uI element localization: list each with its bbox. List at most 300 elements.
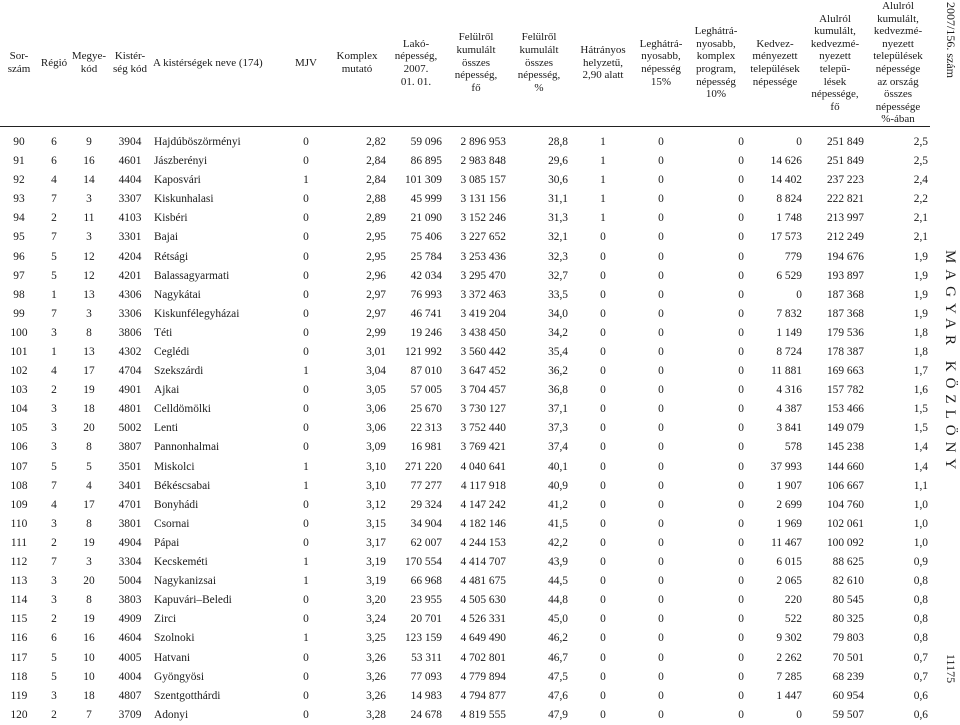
table-cell: 4005: [118, 651, 142, 664]
table-cell: 45,0: [548, 613, 568, 626]
table-cell: 0: [303, 193, 309, 206]
table-cell: 170 554: [404, 556, 442, 569]
table-cell: 62 007: [410, 536, 442, 549]
table-cell: 1,9: [913, 269, 928, 282]
table-cell: Jászberényi: [154, 155, 208, 168]
table-cell: 0: [738, 575, 744, 588]
table-cell: 4302: [118, 346, 142, 359]
table-cell: 0: [658, 250, 664, 263]
table-cell: 0: [738, 231, 744, 244]
table-cell: 30,6: [548, 174, 568, 187]
table-cell: 4 794 877: [460, 689, 506, 702]
table-cell: 7: [51, 193, 57, 206]
table-cell: 1,9: [913, 307, 928, 320]
table-cell: 37,4: [548, 441, 568, 454]
table-cell: 0: [738, 651, 744, 664]
table-cell: 0: [600, 250, 606, 263]
table-cell: 3304: [118, 556, 142, 569]
table-cell: 0,8: [913, 613, 928, 626]
table-cell: 0: [796, 135, 802, 148]
table-cell: 1: [303, 479, 309, 492]
table-cell: 12: [83, 269, 95, 282]
table-cell: 2,84: [366, 155, 386, 168]
table-cell: 37,1: [548, 403, 568, 416]
table-cell: 97: [13, 269, 25, 282]
table-row: [0, 668, 930, 687]
table-cell: 47,6: [548, 689, 568, 702]
table-cell: 3709: [118, 708, 142, 721]
table-cell: 3 085 157: [460, 174, 506, 187]
table-cell: 12: [83, 250, 95, 263]
table-cell: 3: [51, 403, 57, 416]
table-cell: 3,19: [366, 556, 386, 569]
table-cell: Hatvani: [154, 651, 191, 664]
table-cell: 8 724: [776, 346, 802, 359]
table-cell: 0: [658, 288, 664, 301]
table-cell: Nagykátai: [154, 288, 201, 301]
table-cell: 4 526 331: [460, 613, 506, 626]
table-cell: 106 667: [826, 479, 864, 492]
table-cell: 3: [51, 594, 57, 607]
table-cell: 0: [303, 517, 309, 530]
table-cell: 0: [303, 231, 309, 244]
table-cell: 96: [13, 250, 25, 263]
table-row: [0, 419, 930, 438]
column-header: Alulról kumulált, kedvezmé- nyezett telepü- lések népessége, fő: [810, 12, 860, 113]
table-cell: 0: [738, 307, 744, 320]
table-cell: 3,17: [366, 536, 386, 549]
table-cell: 7: [51, 231, 57, 244]
table-cell: 5: [51, 250, 57, 263]
table-cell: 11 467: [771, 536, 802, 549]
table-cell: 4801: [118, 403, 142, 416]
table-cell: 90: [13, 135, 25, 148]
table-cell: 0: [600, 403, 606, 416]
table-cell: 0: [600, 594, 606, 607]
table-cell: 47,9: [548, 708, 568, 721]
table-cell: 45 999: [410, 193, 442, 206]
table-cell: Kiskunfélegyházai: [154, 307, 240, 320]
table-cell: 57 005: [410, 384, 442, 397]
table-cell: 2,96: [366, 269, 386, 282]
table-cell: 4: [51, 174, 57, 187]
table-cell: 1,4: [913, 460, 928, 473]
table-cell: Pannonhalmai: [154, 441, 220, 454]
table-cell: Ajkai: [154, 384, 180, 397]
table-cell: 113: [10, 575, 28, 588]
table-cell: 3501: [118, 460, 142, 473]
table-cell: 123 159: [404, 632, 442, 645]
table-cell: 0: [303, 689, 309, 702]
table-cell: 7 832: [776, 307, 802, 320]
table-cell: 4201: [118, 269, 142, 282]
table-cell: 0: [658, 517, 664, 530]
table-cell: 2,89: [366, 212, 386, 225]
table-cell: 3 152 246: [460, 212, 506, 225]
table-cell: 20: [83, 422, 95, 435]
table-row: [0, 362, 930, 381]
table-cell: 4: [86, 479, 92, 492]
table-cell: 21 090: [410, 212, 442, 225]
table-cell: Bonyhádi: [154, 498, 199, 511]
table-cell: 4 649 490: [460, 632, 506, 645]
table-cell: 0: [600, 613, 606, 626]
table-cell: 1,8: [913, 326, 928, 339]
table-cell: 0: [658, 613, 664, 626]
side-margin: [938, 0, 960, 685]
table-cell: 149 079: [826, 422, 864, 435]
table-row: [0, 477, 930, 496]
table-cell: 0: [303, 422, 309, 435]
table-cell: 2,95: [366, 250, 386, 263]
table-cell: 0: [600, 689, 606, 702]
table-cell: 2,97: [366, 288, 386, 301]
table-cell: 3,05: [366, 384, 386, 397]
table-cell: 0: [738, 632, 744, 645]
table-row: [0, 572, 930, 591]
table-cell: 4 819 555: [460, 708, 506, 721]
column-header: Komplex mutató: [336, 50, 378, 75]
table-cell: 108: [10, 479, 28, 492]
table-cell: 29 324: [410, 498, 442, 511]
table-cell: 1: [303, 556, 309, 569]
table-cell: 5002: [118, 422, 142, 435]
table-cell: 3: [86, 193, 92, 206]
table-cell: 4604: [118, 632, 142, 645]
table-cell: 42,2: [548, 536, 568, 549]
table-cell: 237 223: [826, 174, 864, 187]
table-cell: 0: [738, 460, 744, 473]
table-cell: 3,04: [366, 365, 386, 378]
table-cell: 3,09: [366, 441, 386, 454]
table-cell: 14 626: [770, 155, 802, 168]
table-cell: 2,4: [913, 174, 928, 187]
table-cell: 3: [51, 575, 57, 588]
table-cell: 3 560 442: [460, 346, 506, 359]
table-row: [0, 228, 930, 247]
table-cell: 3307: [118, 193, 142, 206]
table-cell: 103: [10, 384, 28, 397]
table-cell: 187 368: [826, 307, 864, 320]
table-cell: 3,10: [366, 460, 386, 473]
table-cell: 75 406: [410, 231, 442, 244]
table-cell: 0: [600, 651, 606, 664]
table-cell: 0: [303, 250, 309, 263]
table-cell: 0: [600, 517, 606, 530]
column-header: Alulról kumulált, kedvezmé- nyezett települések népessége az ország összes népessége %-ában: [873, 0, 923, 126]
table-cell: 28,8: [548, 135, 568, 148]
table-cell: 0,9: [913, 556, 928, 569]
table-cell: 1,6: [913, 384, 928, 397]
table-cell: 3: [86, 556, 92, 569]
table-row: [0, 687, 930, 706]
table-cell: Kecskeméti: [154, 556, 208, 569]
table-cell: 8: [86, 326, 92, 339]
table-cell: 0: [303, 135, 309, 148]
table-cell: 3,26: [366, 689, 386, 702]
table-cell: 3,26: [366, 670, 386, 683]
journal-title: MAGYAR KÖZLÖNY: [942, 250, 958, 476]
table-cell: 10: [83, 670, 95, 683]
table-cell: 0: [658, 155, 664, 168]
table-cell: 178 387: [826, 346, 864, 359]
table-cell: Nagykanizsai: [154, 575, 216, 588]
table-cell: 1: [600, 212, 606, 225]
table-cell: 0: [600, 536, 606, 549]
table-cell: 59 507: [832, 708, 864, 721]
table-cell: 0: [738, 670, 744, 683]
table-cell: 0: [303, 594, 309, 607]
table-row: [0, 648, 930, 667]
table-header: [0, 0, 930, 126]
table-cell: 0: [658, 269, 664, 282]
table-cell: 1,5: [913, 403, 928, 416]
table-cell: 66 968: [410, 575, 442, 588]
table-cell: 37 993: [770, 460, 802, 473]
table-cell: 116: [10, 632, 28, 645]
table-cell: 2: [51, 536, 57, 549]
table-cell: 59 096: [410, 135, 442, 148]
table-cell: 3,26: [366, 651, 386, 664]
table-cell: 20 701: [410, 613, 442, 626]
table-cell: 2,1: [913, 212, 928, 225]
table-cell: Balassagyarmati: [154, 269, 230, 282]
table-cell: 80 545: [832, 594, 864, 607]
table-cell: 194 676: [826, 250, 864, 263]
table-cell: 16: [83, 155, 95, 168]
table-cell: 0: [658, 384, 664, 397]
table-cell: 92: [13, 174, 25, 187]
table-cell: 11: [83, 212, 95, 225]
table-cell: 1: [600, 135, 606, 148]
table-cell: 6: [51, 135, 57, 148]
table-cell: 0: [658, 651, 664, 664]
table-cell: 1: [600, 193, 606, 206]
table-cell: 9: [86, 135, 92, 148]
table-cell: 76 993: [410, 288, 442, 301]
table-cell: Kapuvári–Beledi: [154, 594, 232, 607]
table-cell: 3 227 652: [460, 231, 506, 244]
table-cell: 1,1: [913, 479, 928, 492]
table-cell: 0: [738, 536, 744, 549]
table-cell: 3 730 127: [460, 403, 506, 416]
table-row: [0, 305, 930, 324]
table-cell: 18: [83, 689, 95, 702]
table-cell: 212 249: [826, 231, 864, 244]
table-cell: 2,1: [913, 231, 928, 244]
table-cell: 0: [738, 155, 744, 168]
table-cell: 0: [600, 346, 606, 359]
table-cell: 0: [658, 193, 664, 206]
table-cell: 0: [658, 231, 664, 244]
table-cell: 109: [10, 498, 28, 511]
table-cell: 0: [738, 479, 744, 492]
table-cell: 5: [51, 269, 57, 282]
table-row: [0, 610, 930, 629]
table-cell: 4 414 707: [460, 556, 506, 569]
table-cell: 3: [51, 422, 57, 435]
table-cell: 0,7: [913, 651, 928, 664]
table-cell: 3806: [118, 326, 142, 339]
table-cell: 1,0: [913, 536, 928, 549]
table-cell: 3 841: [776, 422, 802, 435]
table-cell: 1: [303, 460, 309, 473]
column-header: A kistérségek neve (174): [153, 56, 263, 69]
table-cell: 34 904: [410, 517, 442, 530]
column-header: MJV: [294, 56, 317, 69]
table-cell: 0: [600, 575, 606, 588]
table-cell: 3 438 450: [460, 326, 506, 339]
table-cell: 0: [738, 288, 744, 301]
table-cell: 4 147 242: [460, 498, 506, 511]
table-cell: 0: [600, 384, 606, 397]
table-cell: 0: [600, 422, 606, 435]
table-cell: 3,10: [366, 479, 386, 492]
table-cell: 0,8: [913, 632, 928, 645]
table-cell: 32,1: [548, 231, 568, 244]
table-cell: 4601: [118, 155, 142, 168]
table-cell: 0: [658, 479, 664, 492]
table-cell: Lenti: [154, 422, 179, 435]
table-cell: 87 010: [410, 365, 442, 378]
table-cell: 17: [83, 365, 95, 378]
table-row: [0, 209, 930, 228]
table-cell: 1 969: [776, 517, 802, 530]
table-cell: 16: [83, 632, 95, 645]
table-row: [0, 190, 930, 209]
table-cell: Pápai: [154, 536, 180, 549]
table-cell: 4 316: [776, 384, 802, 397]
table-cell: 271 220: [404, 460, 442, 473]
table-cell: 0: [658, 670, 664, 683]
column-header: Felülről kumulált összes népesség, %: [517, 31, 561, 94]
table-cell: 115: [10, 613, 28, 626]
table-cell: 1,0: [913, 498, 928, 511]
table-cell: 4807: [118, 689, 142, 702]
table-cell: 3803: [118, 594, 142, 607]
table-cell: 0: [658, 346, 664, 359]
table-cell: 3: [51, 517, 57, 530]
table-cell: 8 824: [776, 193, 802, 206]
table-cell: 23 955: [410, 594, 442, 607]
table-cell: 3,25: [366, 632, 386, 645]
table-cell: Adonyi: [154, 708, 189, 721]
table-cell: 0: [600, 326, 606, 339]
table-cell: 193 897: [826, 269, 864, 282]
table-cell: 3: [86, 231, 92, 244]
table-cell: 0: [303, 441, 309, 454]
table-cell: 4 182 146: [460, 517, 506, 530]
table-cell: 2 262: [776, 651, 802, 664]
table-cell: 4 244 153: [460, 536, 506, 549]
header-row: [0, 0, 930, 126]
column-header: Kedvez- ményezett települések népessége: [750, 37, 800, 88]
table-cell: 5004: [118, 575, 142, 588]
table-row: [0, 458, 930, 477]
table-cell: 0: [658, 307, 664, 320]
table-cell: 0: [600, 632, 606, 645]
table-cell: 6: [51, 632, 57, 645]
table-cell: 42 034: [410, 269, 442, 282]
table-cell: 7 285: [776, 670, 802, 683]
table-cell: Zirci: [154, 613, 177, 626]
table-cell: 0: [738, 594, 744, 607]
table-cell: 3,06: [366, 403, 386, 416]
table-cell: 145 238: [826, 441, 864, 454]
table-cell: 0: [658, 708, 664, 721]
table-cell: 104: [10, 403, 28, 416]
table-cell: 3,15: [366, 517, 386, 530]
table-cell: 213 997: [826, 212, 864, 225]
table-cell: 0: [600, 307, 606, 320]
table-cell: 40,9: [548, 479, 568, 492]
table-cell: Csornai: [154, 517, 190, 530]
table-cell: 0,6: [913, 689, 928, 702]
table-cell: 31,3: [548, 212, 568, 225]
table-cell: 0: [658, 556, 664, 569]
table-cell: 4901: [118, 384, 142, 397]
table-cell: 0: [738, 135, 744, 148]
table-cell: 3: [51, 326, 57, 339]
table-cell: 118: [10, 670, 28, 683]
table-cell: 2,99: [366, 326, 386, 339]
table-row: [0, 286, 930, 305]
table-cell: 111: [10, 536, 28, 549]
table-cell: 0: [658, 212, 664, 225]
column-header: Kistér- ség kód: [113, 50, 147, 75]
column-header: Lakó- népesség, 2007. 01. 01.: [394, 37, 438, 88]
table-cell: 3,20: [366, 594, 386, 607]
table-cell: 0: [738, 498, 744, 511]
table-cell: 9 302: [776, 632, 802, 645]
table-cell: 77 277: [410, 479, 442, 492]
table-cell: 37,3: [548, 422, 568, 435]
table-cell: Hajdúböszörményi: [154, 135, 241, 148]
table-cell: 7: [51, 556, 57, 569]
table-cell: 0: [738, 517, 744, 530]
table-cell: 3401: [118, 479, 142, 492]
table-cell: 251 849: [826, 155, 864, 168]
table-cell: Gyöngyösi: [154, 670, 204, 683]
table-row: [0, 126, 930, 152]
table-cell: 36,8: [548, 384, 568, 397]
table-cell: 7: [51, 307, 57, 320]
table-cell: 0: [738, 326, 744, 339]
table-cell: 1,4: [913, 441, 928, 454]
table-cell: 14 402: [770, 174, 802, 187]
table-cell: Ceglédi: [154, 346, 190, 359]
table-cell: 77 093: [410, 670, 442, 683]
table-cell: 8: [86, 594, 92, 607]
table-cell: 2: [51, 212, 57, 225]
table-cell: 0: [303, 708, 309, 721]
table-cell: 0,6: [913, 708, 928, 721]
table-cell: 4 505 630: [460, 594, 506, 607]
table-cell: 20: [83, 575, 95, 588]
table-cell: 3807: [118, 441, 142, 454]
table-cell: 3 419 204: [460, 307, 506, 320]
table-cell: 0: [303, 613, 309, 626]
table-cell: 4: [51, 365, 57, 378]
column-header: Leghátrá- nyosabb, komplex program, népesség 10%: [694, 25, 738, 101]
table-cell: 95: [13, 231, 25, 244]
table-cell: 2,97: [366, 307, 386, 320]
page-number: 11175: [944, 653, 958, 683]
table-row: [0, 534, 930, 553]
table-cell: Kiskunhalasi: [154, 193, 214, 206]
table-cell: 0: [658, 460, 664, 473]
table-cell: 101: [10, 346, 28, 359]
